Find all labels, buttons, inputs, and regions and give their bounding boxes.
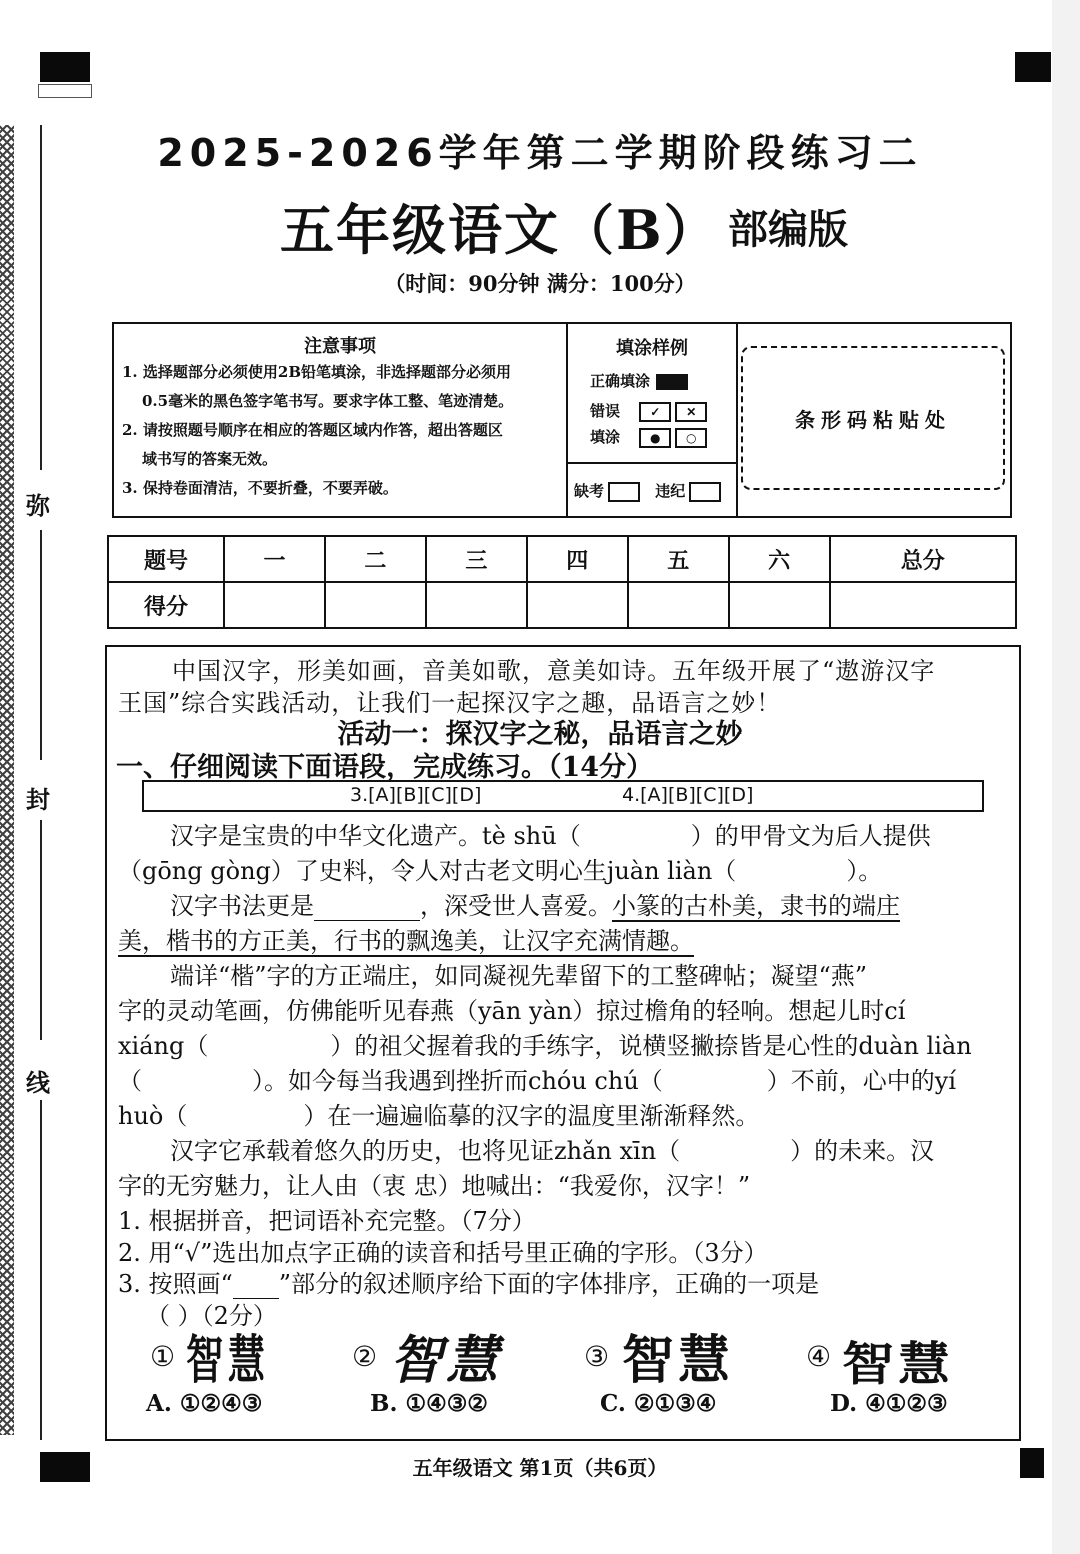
- passage-line: [170, 1131, 934, 1166]
- fill-wrong-label-2: 填涂: [590, 428, 621, 446]
- underline-sample: [233, 1270, 279, 1299]
- fill-wrong-label-1: 错误: [590, 402, 621, 420]
- question-text: ”部分的叙述顺序给下面的字体排序，正确的一项是: [278, 1270, 820, 1298]
- absent-checkbox[interactable]: [608, 482, 640, 502]
- question-text: 3. 按照画“: [118, 1270, 233, 1298]
- choice-a[interactable]: A. ①②④③: [146, 1390, 263, 1417]
- calligraphy-regular-script: 智慧: [622, 1330, 735, 1391]
- notice-item: 3. 保持卷面清洁，不要折叠，不要弄破。: [122, 479, 398, 497]
- passage-text: 汉字它承载着悠久的历史，也将见证zhǎn xīn（: [170, 1137, 681, 1165]
- violation-checkbox[interactable]: [689, 482, 721, 502]
- fill-correct-label: 正确填涂: [590, 372, 651, 390]
- passage-text: ）不前，心中的yí: [766, 1067, 957, 1095]
- absent-row: [574, 480, 721, 502]
- answer-bubbles-q4[interactable]: 4.[A][B][C][D]: [622, 784, 754, 806]
- intro-line-1: 中国汉字，形美如画，音美如歌，意美如诗。五年级开展了“遨游汉字: [172, 657, 936, 685]
- cross-mark-icon: ✕: [675, 402, 707, 422]
- passage-line: [170, 886, 900, 921]
- passage-text: ）。如今每当我遇到挫折而chóu chú（: [252, 1067, 663, 1095]
- score-table-header-row: [108, 536, 1016, 582]
- passage-line: 字的无穷魅力，让人由（衷 忠）地喊出：“我爱你，汉字！”: [118, 1172, 751, 1200]
- hollow-circle-icon: ○: [675, 428, 707, 448]
- notice-box: [112, 322, 1012, 518]
- passage-text: 汉字是宝贵的中华文化遗产。tè shū（: [170, 822, 581, 850]
- calligraphy-seal-script: 智慧: [186, 1331, 270, 1391]
- passage-text: huò（: [118, 1102, 188, 1130]
- page-footer: 五年级语文 第1页（共6页）: [412, 1456, 668, 1480]
- activity-1-title: 活动一：探汉字之秘，品语言之妙: [337, 719, 743, 750]
- notice-section: [114, 324, 568, 516]
- binding-edge-pattern: [0, 125, 14, 1435]
- side-label-feng: 封: [26, 780, 50, 815]
- question-3: [118, 1264, 819, 1299]
- question-3-bracket[interactable]: （ ）（2分）: [146, 1302, 277, 1330]
- filled-box-icon: [656, 374, 688, 390]
- fill-divider: [568, 462, 736, 464]
- time-score-subtitle: （时间：90分钟 满分：100分）: [384, 271, 696, 296]
- binding-line-4: [40, 1100, 42, 1440]
- check-mark-icon: ✓: [639, 402, 671, 422]
- edition-label: 部编版: [728, 206, 848, 253]
- score-header-cell: 一: [224, 536, 325, 582]
- alignment-marker-top-left: [40, 52, 90, 82]
- notice-item: 域书写的答案无效。: [142, 450, 278, 468]
- option-number: ③: [584, 1340, 610, 1373]
- passage-line: [118, 1061, 956, 1096]
- fill-wrong-row-2: [590, 426, 707, 448]
- score-header-cell: 三: [426, 536, 527, 582]
- passage-text: xiáng（: [118, 1032, 209, 1060]
- score-table-score-row: [108, 582, 1016, 628]
- score-header-cell: 总分: [830, 536, 1016, 582]
- passage-text: （gōng gòng）了史料，令人对古老文明心生juàn liàn（: [118, 857, 737, 885]
- option-number: ④: [806, 1340, 832, 1373]
- score-cell[interactable]: [325, 582, 426, 628]
- answer-blank[interactable]: [314, 892, 420, 921]
- option-number: ①: [150, 1340, 176, 1373]
- choice-b[interactable]: B. ①④③②: [370, 1390, 488, 1417]
- passage-text: ，深受世人喜爱。: [420, 892, 612, 920]
- passage-line: [170, 816, 931, 851]
- page-edge-shadow: [1052, 0, 1080, 1554]
- binding-line-3: [40, 820, 42, 1040]
- score-cell[interactable]: [426, 582, 527, 628]
- passage-text: ）的甲骨文为后人提供: [690, 822, 931, 850]
- passage-text: ）在一遍遍临摹的汉字的温度里渐渐释然。: [303, 1102, 760, 1130]
- filled-dot-icon: ●: [639, 428, 671, 448]
- side-label-mi: 弥: [26, 486, 50, 521]
- section-1-title: 一、仔细阅读下面语段，完成练习。（14分）: [116, 752, 654, 783]
- small-code-stamp: [38, 84, 92, 98]
- underlined-text: 美，楷书的方正美，行书的飘逸美，让汉字充满情趣。: [118, 927, 694, 955]
- option-number: ②: [352, 1340, 378, 1373]
- answer-bubble-bar: [142, 780, 984, 812]
- score-header-cell: 五: [628, 536, 729, 582]
- absent-label: 缺考: [574, 482, 605, 500]
- passage-line: [118, 921, 694, 956]
- score-header-cell: 四: [527, 536, 628, 582]
- calligraphy-clerical-script: 智慧: [842, 1337, 955, 1392]
- score-cell[interactable]: [628, 582, 729, 628]
- exam-title-line1: 2025-2026学年第二学期阶段练习二: [157, 131, 923, 175]
- fill-wrong-row-1: [590, 400, 707, 422]
- fill-sample-section: [568, 324, 738, 516]
- score-cell[interactable]: [224, 582, 325, 628]
- answer-bubbles-q3[interactable]: 3.[A][B][C][D]: [350, 784, 482, 806]
- score-header-cell: 二: [325, 536, 426, 582]
- passage-line: 字的灵动笔画，仿佛能听见春燕（yān yàn）掠过檐角的轻响。想起儿时cí: [118, 997, 906, 1025]
- notice-heading: 注意事项: [304, 336, 376, 357]
- passage-text: ）的未来。汉: [790, 1137, 935, 1165]
- underlined-text: 小篆的古朴美，隶书的端庄: [612, 892, 900, 920]
- score-header-cell: 六: [729, 536, 830, 582]
- passage-line: 端详“楷”字的方正端庄，如同凝视先辈留下的工整碑帖；凝望“燕”: [170, 962, 868, 990]
- passage-line: [118, 1096, 759, 1131]
- notice-item: 1. 选择题部分必须使用2B铅笔填涂，非选择题部分必须用: [122, 363, 511, 381]
- alignment-marker-top-right: [1015, 52, 1051, 82]
- choice-c[interactable]: C. ②①③④: [600, 1390, 717, 1417]
- notice-item: 0.5毫米的黑色签字笔书写。要求字体工整、笔迹清楚。: [142, 392, 514, 410]
- passage-text: （: [118, 1067, 142, 1095]
- notice-item: 2. 请按照题号顺序在相应的答题区域内作答，超出答题区: [122, 421, 503, 439]
- side-label-xian: 线: [26, 1063, 50, 1098]
- passage-text: ）的祖父握着我的手练字，说横竖撇捺皆是心性的duàn liàn: [330, 1032, 972, 1060]
- score-cell[interactable]: [729, 582, 830, 628]
- passage-line: [118, 851, 882, 886]
- score-cell[interactable]: [527, 582, 628, 628]
- score-table: [107, 535, 1017, 629]
- calligraphy-running-script: 智慧: [390, 1330, 503, 1391]
- passage-text: 汉字书法更是: [170, 892, 314, 920]
- intro-line-2: 王国”综合实践活动，让我们一起探汉字之趣，品语言之妙！: [118, 689, 782, 717]
- score-cell[interactable]: [830, 582, 1016, 628]
- fill-sample-heading: 填涂样例: [616, 338, 688, 359]
- question-2: 2. 用“√”选出加点字正确的读音和括号里正确的字形。（3分）: [118, 1239, 768, 1267]
- passage-text: ）。: [846, 857, 883, 885]
- violation-label: 违纪: [655, 482, 686, 500]
- exam-title-main: 五年级语文（B）: [280, 198, 720, 262]
- score-header-cell: 题号: [108, 536, 224, 582]
- barcode-area: 条形码粘贴处: [741, 346, 1005, 490]
- fill-correct-row: [590, 370, 688, 391]
- score-row-label: 得分: [108, 582, 224, 628]
- question-1: 1. 根据拼音，把词语补充完整。（7分）: [118, 1207, 536, 1235]
- choice-d[interactable]: D. ④①②③: [830, 1390, 948, 1417]
- passage-line: [118, 1026, 972, 1061]
